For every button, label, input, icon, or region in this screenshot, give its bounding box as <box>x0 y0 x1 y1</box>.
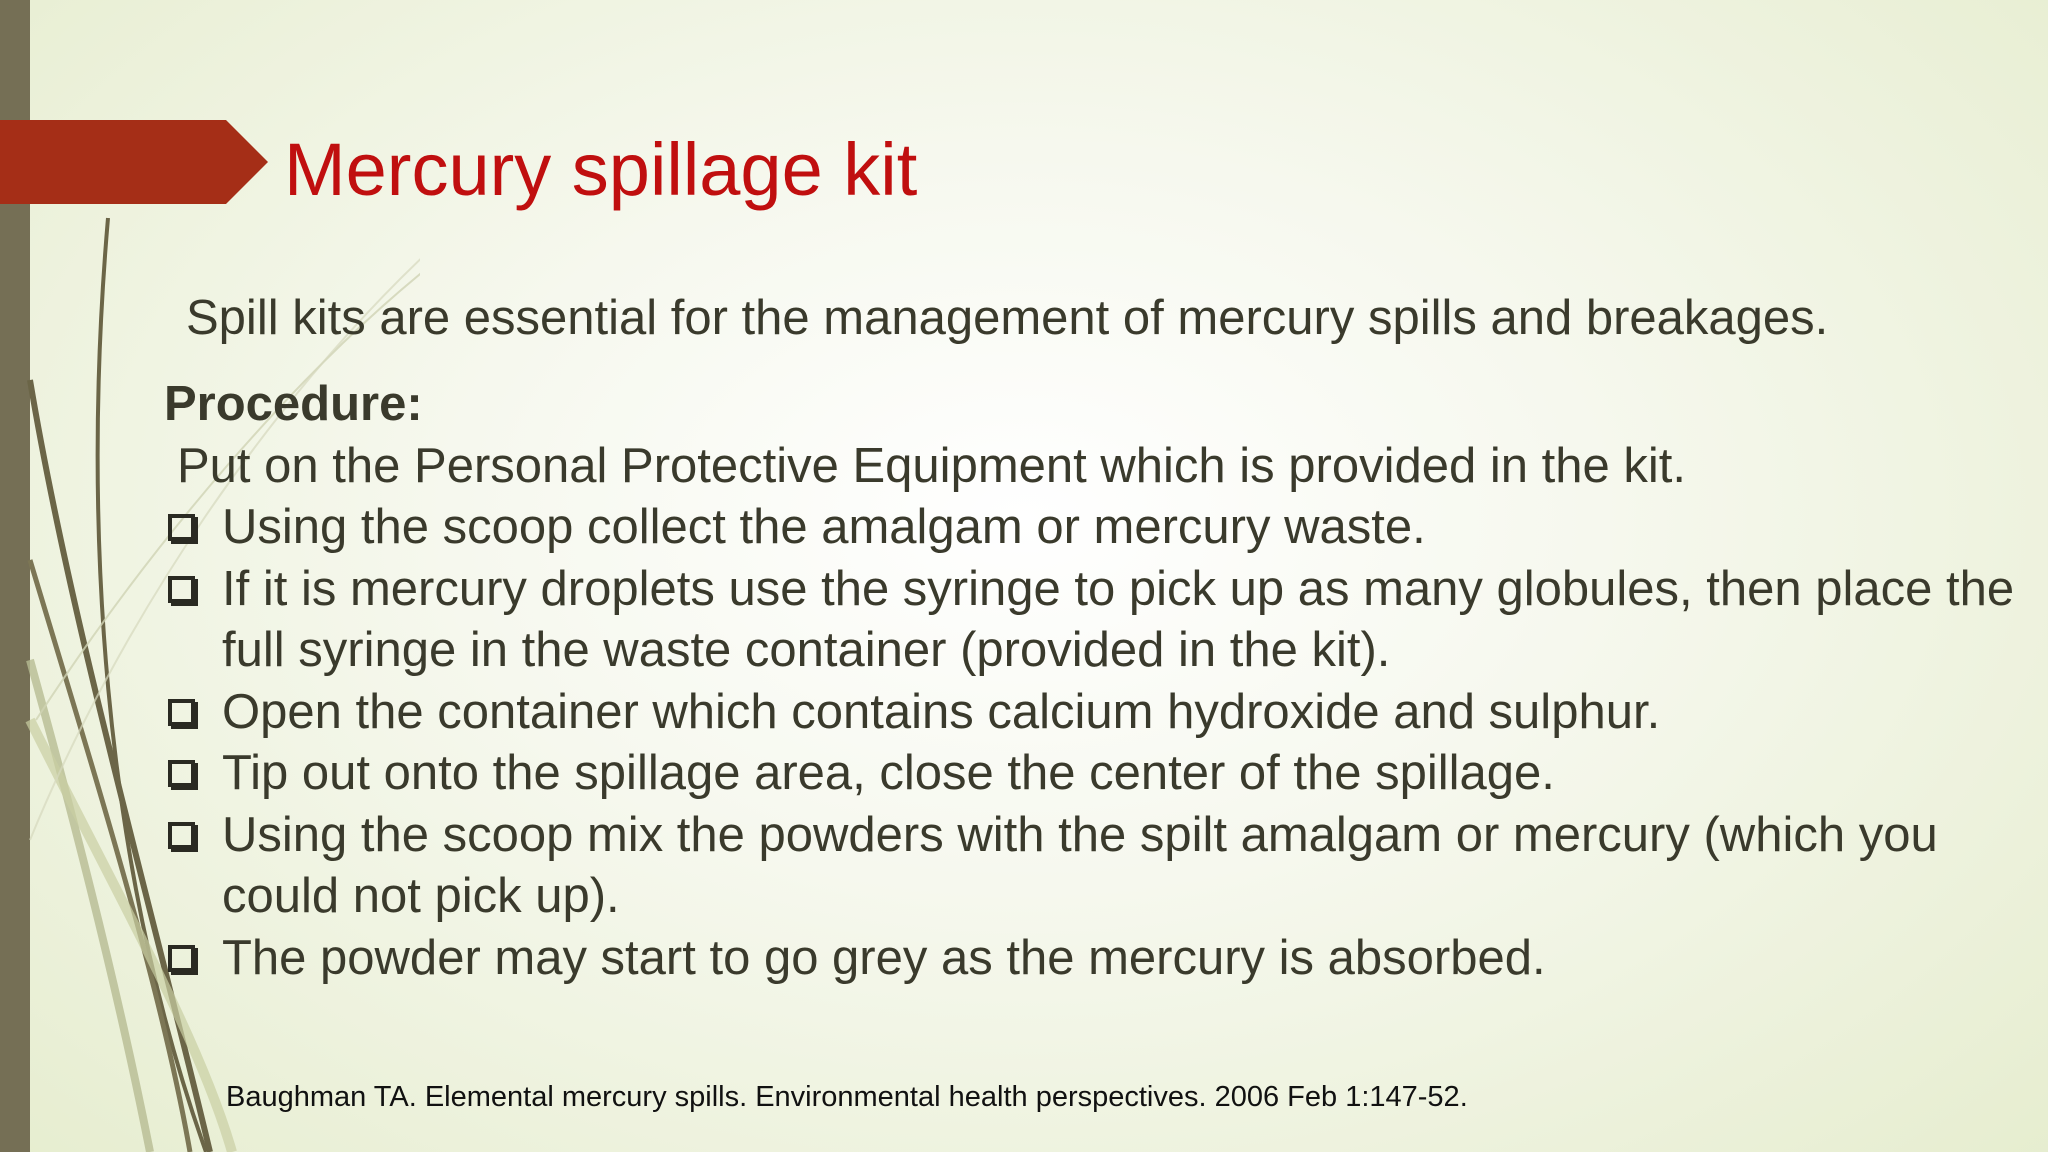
procedure-step <box>164 743 2024 805</box>
checkbox-icon <box>168 514 195 541</box>
checkbox-icon <box>168 760 195 787</box>
slide-title: Mercury spillage kit <box>284 128 918 211</box>
procedure-section <box>164 374 2024 989</box>
procedure-step-text: Tip out onto the spillage area, close the center of the spillage. <box>222 746 1555 800</box>
procedure-step <box>164 805 2024 928</box>
procedure-step-text: If it is mercury droplets use the syringe to pick up as many globules, then place the full syringe in the waste container (provided in the kit). <box>222 561 2015 677</box>
procedure-heading: Procedure: <box>164 377 423 431</box>
citation-reference: Baughman TA. Elemental mercury spills. Environmental health perspectives. 2006 Feb 1:147-52. <box>226 1081 1468 1113</box>
procedure-step-text: Using the scoop collect the amalgam or mercury waste. <box>222 500 1426 554</box>
procedure-step-text: The powder may start to go grey as the mercury is absorbed. <box>222 930 1546 985</box>
checkbox-icon <box>168 822 195 849</box>
procedure-step-text: Open the container which contains calcium hydroxide and sulphur. <box>222 684 1661 739</box>
checkbox-icon <box>168 699 195 726</box>
procedure-step <box>164 682 2024 744</box>
procedure-step-text: Using the scoop mix the powders with the spilt amalgam or mercury (which you could not pick up). <box>222 807 1938 923</box>
procedure-step <box>164 497 2024 559</box>
ppe-instruction: Put on the Personal Protective Equipment which is provided in the kit. <box>177 438 1686 493</box>
checkbox-icon <box>168 945 195 972</box>
intro-text: Spill kits are essential for the management of mercury spills and breakages. <box>186 291 1829 345</box>
procedure-step <box>164 559 2024 682</box>
procedure-step <box>164 928 2024 990</box>
title-arrow-banner <box>0 120 268 204</box>
checkbox-icon <box>168 576 195 603</box>
procedure-steps <box>164 497 2024 989</box>
